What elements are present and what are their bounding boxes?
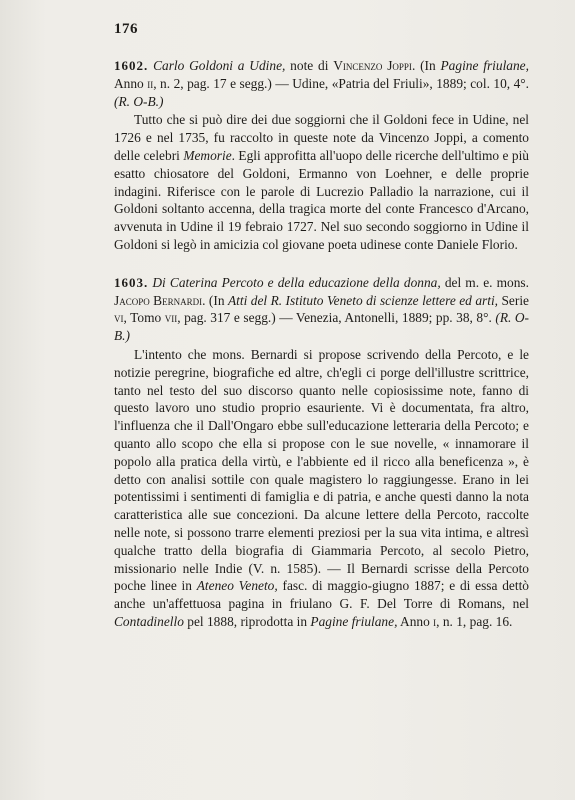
text-segment: note di xyxy=(285,58,334,73)
entry-description xyxy=(114,111,529,253)
bibliography-entry xyxy=(114,57,529,254)
text-segment: . (In xyxy=(202,292,228,308)
text-segment: . (In xyxy=(411,58,441,73)
entry-description-continued xyxy=(114,148,529,252)
text-segment: . Egli approfitta all'uopo delle ricerche dell'ultimo e più esatto chiosatore del Goldoni, Ermanno von Loehner, e delle proprie indagini. Riferisce con le parole di Lucrezio Palladio la narrazione, cui il Goldoni soltanto accenna, della tragica morte del conte Francesco d'Arcano, avvenuta in Udine il 19 febraio 1727. Nel suo secondo soggiorno in Udine il Goldoni si legò in amicizia col giovane poeta udinese conte Daniele Florio. xyxy=(114,147,529,252)
text-segment: Di Caterina Percoto e della educazione della donna, xyxy=(152,274,441,290)
bibliography-entry xyxy=(114,274,529,631)
page-number: 176 xyxy=(114,21,138,37)
text-segment: Pagine friulane, xyxy=(310,613,398,629)
text-segment: vi xyxy=(114,310,124,326)
text-segment: Memorie xyxy=(183,147,232,163)
text-segment: , n. 2, pag. 17 e segg.) — Udine, «Patria del Friuli», 1889; col. 10, 4°. xyxy=(153,75,529,91)
entry-citation xyxy=(114,58,529,109)
text-segment: Ateneo Veneto, xyxy=(196,578,278,594)
text-segment: Carlo Goldoni a Udine, xyxy=(153,58,286,73)
text-segment: (R. O-B.) xyxy=(114,93,164,109)
entry-description-text: L'intento che mons. Bernardi si propose scrivendo della Percoto, e le notizie peregrine, biografiche ed altre, ch'egli ci porge dell'illustre scrittrice, tanto nel testo del suo discorso quanto nelle copiosissime note, fanno di questo lavoro uno studio proprio esauriente. Vi è documentata, fra altro, l'influenza che il Dall'Ongaro ebbe sull'educazione letteraria della Percoto; e quanto allo scopo che ella si propose con le sue novelle, « innamorare il popolo alla pratica della virtù, e l'abbiente ed il ricco alla beneficenza », è detto con analisi sottile con quale magistero lo raggiungesse. Erano in lei potentissimi i sentimenti di famiglia e di patria, e anche questi danno la nota caratteristica alle sue concezioni. Da alcune lettere della Percoto, raccolte nelle note, si possono trarre elementi preziosi per la sua vita intima, e altresì qualche tratto della biografia di Giammaria Percoto, al secolo Pietro, missionario nelle Indie (V. n. 1585). — Il Bernardi scrisse della Percoto poche linee in xyxy=(114,346,529,594)
text-segment: , n. 1, pag. 16. xyxy=(436,613,513,629)
entry-description xyxy=(114,346,529,631)
text-segment: Contadinello xyxy=(114,613,184,629)
text-segment: pel 1888, riprodotta in xyxy=(183,613,311,629)
text-segment: Serie xyxy=(498,292,529,308)
entry-citation xyxy=(114,275,529,343)
text-segment: , Tomo xyxy=(123,310,165,326)
text-segment: , pag. 317 e segg.) — Venezia, Antonelli, 1889; pp. 38, 8°. xyxy=(177,310,496,326)
text-segment: Vincenzo Joppi xyxy=(333,58,412,73)
text-segment: Pagine friulane, xyxy=(440,58,529,73)
entry-description-text: Tutto che si può dire dei due soggiorni che il Goldoni fece in Udine, nel 1726 e nel 1735, fu raccolto in queste note da Vincenzo Joppi, a comento delle celebri xyxy=(114,112,529,163)
text-segment: i xyxy=(433,613,437,629)
text-segment: vii xyxy=(164,310,178,326)
text-segment: Atti del R. Istituto Veneto di scienze lettere ed arti, xyxy=(227,292,499,308)
text-segment: del m. e. mons. xyxy=(440,274,529,290)
entry-number: 1603. xyxy=(114,274,149,290)
text-segment: Jacopo Bernardi xyxy=(114,292,203,308)
text-segment: Anno xyxy=(397,613,434,629)
entry-heading xyxy=(114,274,529,345)
text-segment: fasc. di maggio-giugno 1887; e di essa dettò anche un'affettuosa pagina in friulano G. F. Del Torre di Romans, nel xyxy=(114,578,529,612)
text-segment: ii xyxy=(147,75,154,91)
entry-heading xyxy=(114,57,529,110)
text-segment: Anno xyxy=(114,75,148,91)
entry-number: 1602. xyxy=(114,58,149,73)
text-segment: (R. O-B.) xyxy=(114,310,529,344)
